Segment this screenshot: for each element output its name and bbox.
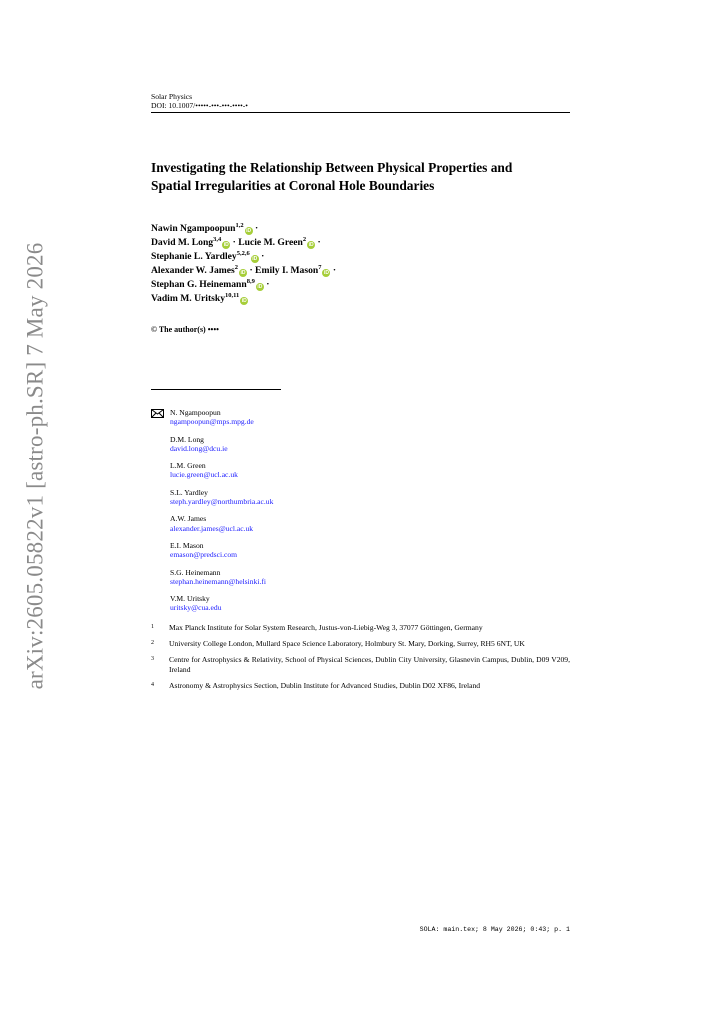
affiliation-text: Astronomy & Astrophysics Section, Dublin Institute for Advanced Studies, Dublin D02 XF86, Ireland: [169, 680, 481, 690]
author-affil: 7: [318, 264, 322, 271]
author-name: Vadim M. Uritsky: [151, 293, 225, 304]
contact-entry: [151, 541, 570, 560]
author-name: Alexander W. James: [151, 265, 235, 276]
author-separator: ·: [332, 265, 337, 276]
paper-title: Investigating the Relationship Between Physical Properties and Spatial Irregularities at Coronal Hole Boundaries: [151, 160, 513, 193]
affiliation-item: [151, 655, 570, 674]
contact-name: V.M. Uritsky: [170, 594, 210, 604]
author-affil: 2: [234, 264, 239, 271]
affiliation-number: 3: [151, 656, 154, 663]
contact-entry: [151, 594, 570, 613]
contact-name: D.M. Long: [170, 434, 204, 444]
author-name: Lucie M. Green: [238, 237, 303, 248]
contact-entry: [151, 488, 570, 507]
affiliation-list: [151, 623, 570, 690]
orcid-icon[interactable]: iD: [241, 298, 247, 304]
author-line: [151, 278, 570, 292]
author-affil: 2: [302, 236, 307, 243]
author-separator: ·: [266, 279, 270, 290]
author-affil: 5,2,6: [236, 250, 250, 257]
arxiv-stamp: [16, 242, 54, 690]
affiliation-number: 1: [151, 623, 154, 630]
contact-email[interactable]: lucie.green@ucl.ac.uk: [170, 470, 238, 480]
author-name: Stephanie L. Yardley: [151, 251, 237, 262]
affiliation-text: University College London, Mullard Space Science Laboratory, Holmbury St. Mary, Dorking, Surrey, RH5 6NT, UK: [169, 639, 525, 649]
contact-email[interactable]: ngampoopun@mps.mpg.de: [170, 417, 254, 427]
author-name: David M. Long: [151, 237, 214, 248]
contact-email[interactable]: uritsky@cua.edu: [170, 603, 222, 613]
affiliation-text: Max Planck Institute for Solar System Research, Justus-von-Liebig-Weg 3, 37077 Göttingen, Germany: [169, 622, 483, 632]
orcid-icon[interactable]: iD: [240, 270, 246, 276]
contact-email[interactable]: alexander.james@ucl.ac.uk: [170, 523, 254, 533]
contact-entry: [151, 461, 570, 480]
contact-name: A.W. James: [170, 514, 207, 524]
author-affil: 3,4: [213, 236, 222, 243]
orcid-icon[interactable]: iD: [246, 228, 252, 234]
author-separator: ·: [317, 237, 321, 248]
author-line: [151, 236, 570, 250]
page-footer: SOLA: main.tex; 8 May 2026; 0:43; p. 1: [419, 926, 570, 933]
author-line: [151, 222, 570, 236]
author-affil: 1,2: [235, 222, 244, 229]
author-affil: 8,9: [246, 278, 255, 285]
orcid-icon[interactable]: iD: [308, 242, 314, 248]
author-separator: ·: [261, 251, 265, 262]
contact-name: S.L. Yardley: [170, 487, 208, 497]
contact-entry: [151, 514, 570, 533]
contact-list: [151, 408, 570, 613]
contact-name: E.I. Mason: [170, 540, 204, 550]
author-name: Emily I. Mason: [255, 265, 319, 276]
author-affil: 10,11: [225, 292, 240, 299]
contact-name: L.M. Green: [170, 461, 206, 471]
author-line: [151, 250, 570, 264]
orcid-icon[interactable]: iD: [223, 242, 229, 248]
copyright-line: © The author(s) ••••: [151, 325, 219, 334]
contact-entry: [151, 568, 570, 587]
author-line: [151, 264, 570, 278]
orcid-icon[interactable]: iD: [323, 270, 329, 276]
contact-email[interactable]: stephan.heinemann@helsinki.fi: [170, 576, 266, 586]
orcid-icon[interactable]: iD: [252, 256, 258, 262]
author-line: [151, 292, 570, 306]
doi: DOI: 10.1007/•••••-•••-•••-••••-•: [151, 101, 248, 110]
paper-page: [151, 92, 570, 697]
contact-entry: [151, 408, 570, 427]
envelope-icon: [151, 409, 164, 418]
author-name: Nawin Ngampoopun: [151, 223, 236, 234]
author-list: [151, 222, 570, 306]
affiliation-number: 2: [151, 640, 154, 647]
contact-email[interactable]: david.long@dcu.ie: [170, 443, 228, 453]
affiliation-item: [151, 639, 570, 648]
footnote-rule: [151, 389, 281, 390]
contact-name: N. Ngampoopun: [170, 408, 221, 417]
contact-name: S.G. Heinemann: [170, 567, 221, 577]
header-rule: [151, 112, 570, 113]
author-separator: ·: [255, 223, 259, 234]
orcid-icon[interactable]: iD: [257, 284, 263, 290]
author-name: Stephan G. Heinemann: [151, 279, 247, 290]
affiliation-item: [151, 681, 570, 690]
contact-email[interactable]: emason@predsci.com: [170, 550, 238, 560]
affiliation-item: [151, 623, 570, 632]
affiliation-number: 4: [151, 681, 154, 688]
contact-email[interactable]: steph.yardley@northumbria.ac.uk: [170, 497, 274, 507]
author-separator: ·: [249, 265, 253, 276]
affiliation-text: Centre for Astrophysics & Relativity, School of Physical Sciences, Dublin City University, Glasnevin Campus, Dublin, D09 V209, Ireland: [169, 655, 570, 674]
journal-name: Solar Physics: [151, 92, 193, 101]
contact-entry: [151, 435, 570, 454]
author-separator: ·: [232, 237, 236, 248]
arxiv-stamp-text: arXiv:2605.05822v1 [astro-ph.SR] 7 May 2026: [22, 242, 47, 690]
